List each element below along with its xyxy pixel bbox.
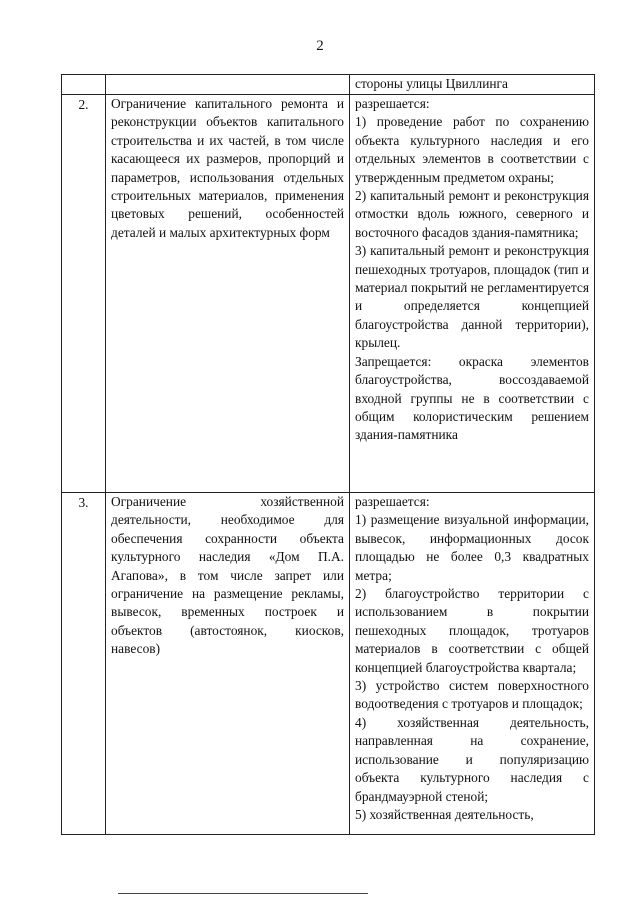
- cell-left-empty: [106, 75, 350, 95]
- cell-number-empty: [62, 75, 106, 95]
- cell-right-continued: [350, 75, 595, 95]
- row-number: 2.: [62, 95, 106, 493]
- restriction-description: [106, 493, 350, 835]
- table-row-3: [62, 493, 595, 835]
- continued-text: стороны улицы Цвиллинга: [355, 76, 508, 91]
- table-row-continued: [62, 75, 595, 95]
- footer-divider: [118, 893, 368, 894]
- table-row-2: [62, 95, 595, 493]
- page-number: 2: [316, 38, 324, 54]
- restriction-description: [106, 95, 350, 493]
- allowed-text: разрешается: 1) проведение работ по сохранению объекта культурного наследия и его отдельных элементов в соответствии с утвержденным предметом охраны; 2) капитальный ремонт и реконструкция отмостки вдоль южного, северного и восточного фасадов здания-памятника; 3) капитальный ремонт и реконструкция пешеходных тротуаров, площадок (тип и материал покрытий не регламентируется и определяется концепцией благоустройства данной территории), крылец. Запрещается: окраска элементов благоустройства, воссоздаваемой входной группы не в соответствии с общим колористическим решением здания-памятника: [355, 96, 589, 443]
- restriction-text: Ограничение хозяйственной деятельности, необходимое для обеспечения сохранности объекта культурного наследия «Дом П.А. Агапова», в том числе запрет или ограничение на размещение рекламы, вывесок, временных построек и объектов (автостоянок, киосков, навесов): [111, 494, 344, 657]
- restrictions-table: [61, 74, 595, 835]
- restriction-text: Ограничение капитального ремонта и реконструкции объектов капитального строительства и их частей, в том числе касающееся их размеров, пропорций и параметров, использования отдельных строительных материалов, применения цветовых решений, особенностей деталей и малых архитектурных форм: [111, 96, 344, 240]
- allowed-text: разрешается: 1) размещение визуальной информации, вывесок, информационных досок площадью не более 0,3 квадратных метра; 2) благоустройство территории с использованием в покрытии пешеходных площадок, тротуаров материалов в соответствии с общей концепцией благоустройства квартала; 3) устройство систем поверхностного водоотведения с тротуаров и площадок; 4) хозяйственная деятельность, направленная на сохранение, использование и популяризацию объекта культурного наследия с брандмауэрной стеной; 5) хозяйственная деятельность,: [355, 494, 589, 822]
- allowed-activities: [350, 493, 595, 835]
- row-number: 3.: [62, 493, 106, 835]
- allowed-activities: [350, 95, 595, 493]
